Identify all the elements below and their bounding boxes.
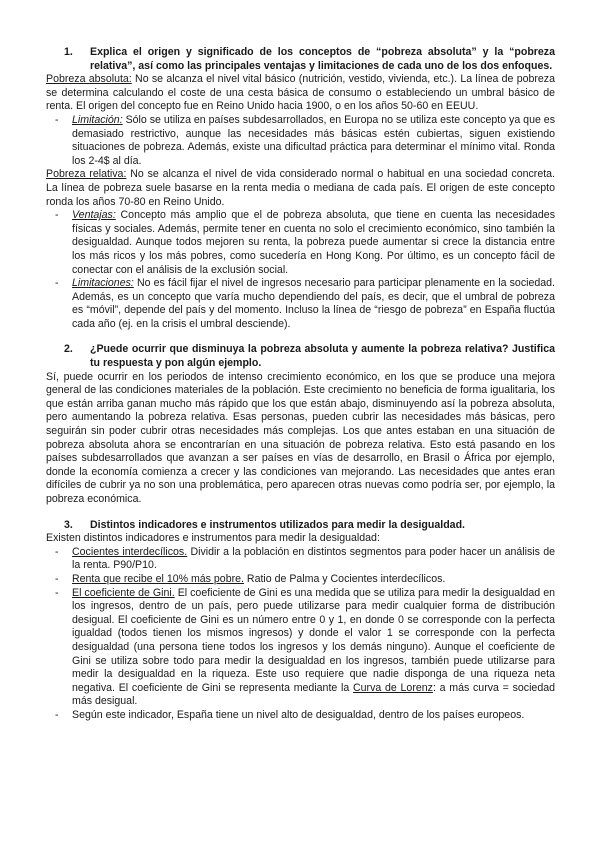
limitations-text: No es fácil fijar el nivel de ingresos necesario para participar plenamente en la sociedad. Además, es un concepto que varía mucho dependiendo del país, es decir, que el umbral de pobreza es “móvil”, depende del país y del momento. Incluso la línea de “riesgo de pobreza” en España fluctúa cada año (ej. en la crisis el umbral desciende). xyxy=(72,277,555,330)
lorenz-curve-label: Curva de Lorenz xyxy=(353,681,433,694)
relative-poverty-paragraph xyxy=(46,168,555,209)
relative-poverty-label: Pobreza relativa: xyxy=(46,168,127,181)
absolute-poverty-text: No se alcanza el nivel vital básico (nutrición, vestido, vivienda, etc.). La línea de pobreza se determina calculando el coste de una cesta básica de consumo o estableciendo un umbral básico de renta. El origen del concepto fue en Reino Unido hacia 1900, o en los años 50-60 en EEUU. xyxy=(46,73,555,113)
question-2-answer: Sí, puede ocurrir en los periodos de intenso crecimiento económico, en los que se produce una mejora general de las condiciones materiales de la población. Este crecimiento no beneficia de forma igualitaria, los que están arriba ganan mucho más rápido que los que están abajo, disminuyendo así la pobreza absoluta, pero aumentando la pobreza relativa. Esas personas, pueden cubrir las necesidades más básicas, pero seguirán sin poder cubrir otras necesidades más complejas. Los que antes estaban en una situación de pobreza absoluta ahora se encontrarían en una situación de pobreza relativa. Esto está pasando en los países subdesarrollados que avanzan a ser países en vías de desarrollo, en Brasil o África por ejemplo, donde la economía comienza a crecer y las condiciones van mejorando. Las necesidades que antes eran difíciles de cubrir ya no son una problemática, pero aparecen otras nuevas como podría ser, por ejemplo, la pobreza económica. xyxy=(46,370,555,505)
question-number: 3. xyxy=(64,518,73,531)
question-title: ¿Puede ocurrir que disminuya la pobreza absoluta y aumente la pobreza relativa? Justifica tu respuesta y pon algún ejemplo. xyxy=(90,343,555,370)
question-number: 2. xyxy=(64,343,73,356)
question-title: Distintos indicadores e instrumentos utilizados para medir la desigualdad. xyxy=(90,518,465,531)
list-item xyxy=(46,114,555,168)
indicators-list xyxy=(46,546,555,723)
relative-poverty-list xyxy=(46,209,555,331)
question-1-heading xyxy=(46,46,555,73)
indicator-text: Dividir a la población en distintos segmentos para poder hacer un análisis de la renta. P90/P10. xyxy=(72,545,555,572)
list-item xyxy=(46,587,555,709)
list-item xyxy=(46,573,555,587)
relative-poverty-text: No se alcanza el nivel de vida considerado normal o habitual en una sociedad concreta. La línea de pobreza suele basarse en la renta media o mediana de cada país. El origen de este concepto ronda los años 70-80 en Reino Unido. xyxy=(46,168,555,208)
indicator-text: El coeficiente de Gini es una medida que se utiliza para medir la desigualdad en los ingresos, dentro de un país, pero puede utilizarse para medir cualquier forma de distribución desigual. El coeficiente de Gini es un número entre 0 y 1, en donde 0 se corresponde con la perfecta igualdad (todos tienen los mismos ingresos) y donde el valor 1 se corresponde con la perfecta desigualdad (una persona tiene todos los ingresos y los demás ninguno). Aunque el coeficiente de Gini se utiliza sobre todo para medir la desigualdad en los ingresos, también puede utilizarse para medir la desigualdad en la riqueza. Este uso requiere que nadie disponga de una riqueza neta negativa. El coeficiente de Gini se representa mediante la xyxy=(72,586,555,694)
list-item xyxy=(46,209,555,277)
indicator-text: Ratio de Palma y Cocientes interdecílicos. xyxy=(243,572,446,585)
question-number: 1. xyxy=(64,46,73,58)
advantages-label: Ventajas: xyxy=(72,209,116,222)
list-item xyxy=(46,277,555,331)
limitation-text: Sólo se utiliza en países subdesarrollados, en Europa no se utiliza este concepto ya que es demasiado restrictivo, aunque las necesidades más básicas estén cubiertas, siguen existiendo situaciones de pobreza. Además, existe una dificultad práctica para determinar el mínimo vital. Ronda los 2-4$ al día. xyxy=(72,113,555,167)
advantages-text: Concepto más amplio que el de pobreza absoluta, que tiene en cuenta las necesidades físicas y sociales. Además, permite tener en cuenta no solo el crecimiento económico, sino también la desigualdad. Aunque todos mejoren su renta, la pobreza puede aumentar si crece la distancia entre los más ricos y los más pobres, como sucedería en Hong Kong. Por último, es un concepto fácil de conectar con el análisis de la exclusión social. xyxy=(72,209,555,276)
absolute-poverty-label: Pobreza absoluta: xyxy=(46,73,132,86)
indicator-text-end: : a más curva = sociedad más desigual. xyxy=(72,681,555,708)
list-item xyxy=(46,546,555,573)
limitations-label: Limitaciones: xyxy=(72,277,134,290)
absolute-poverty-list xyxy=(46,114,555,168)
indicators-intro: Existen distintos indicadores e instrumentos para medir la desigualdad: xyxy=(46,532,380,545)
indicator-label: Cocientes interdecílicos. xyxy=(72,545,188,558)
question-2-heading xyxy=(46,343,555,370)
list-item xyxy=(46,709,555,723)
indicator-text: Según este indicador, España tiene un nivel alto de desigualdad, dentro de los países europeos. xyxy=(72,708,525,721)
question-3-heading xyxy=(46,519,555,533)
document-page xyxy=(46,46,555,723)
question-title: Explica el origen y significado de los conceptos de “pobreza absoluta” y la “pobreza relativa”, así como las principales ventajas y limitaciones de cada uno de los dos enfoques. xyxy=(90,46,555,72)
absolute-poverty-paragraph xyxy=(46,73,555,114)
indicator-label: Renta que recibe el 10% más pobre. xyxy=(72,572,244,585)
indicator-label: El coeficiente de Gini. xyxy=(72,586,175,599)
limitation-label: Limitación: xyxy=(72,113,123,126)
